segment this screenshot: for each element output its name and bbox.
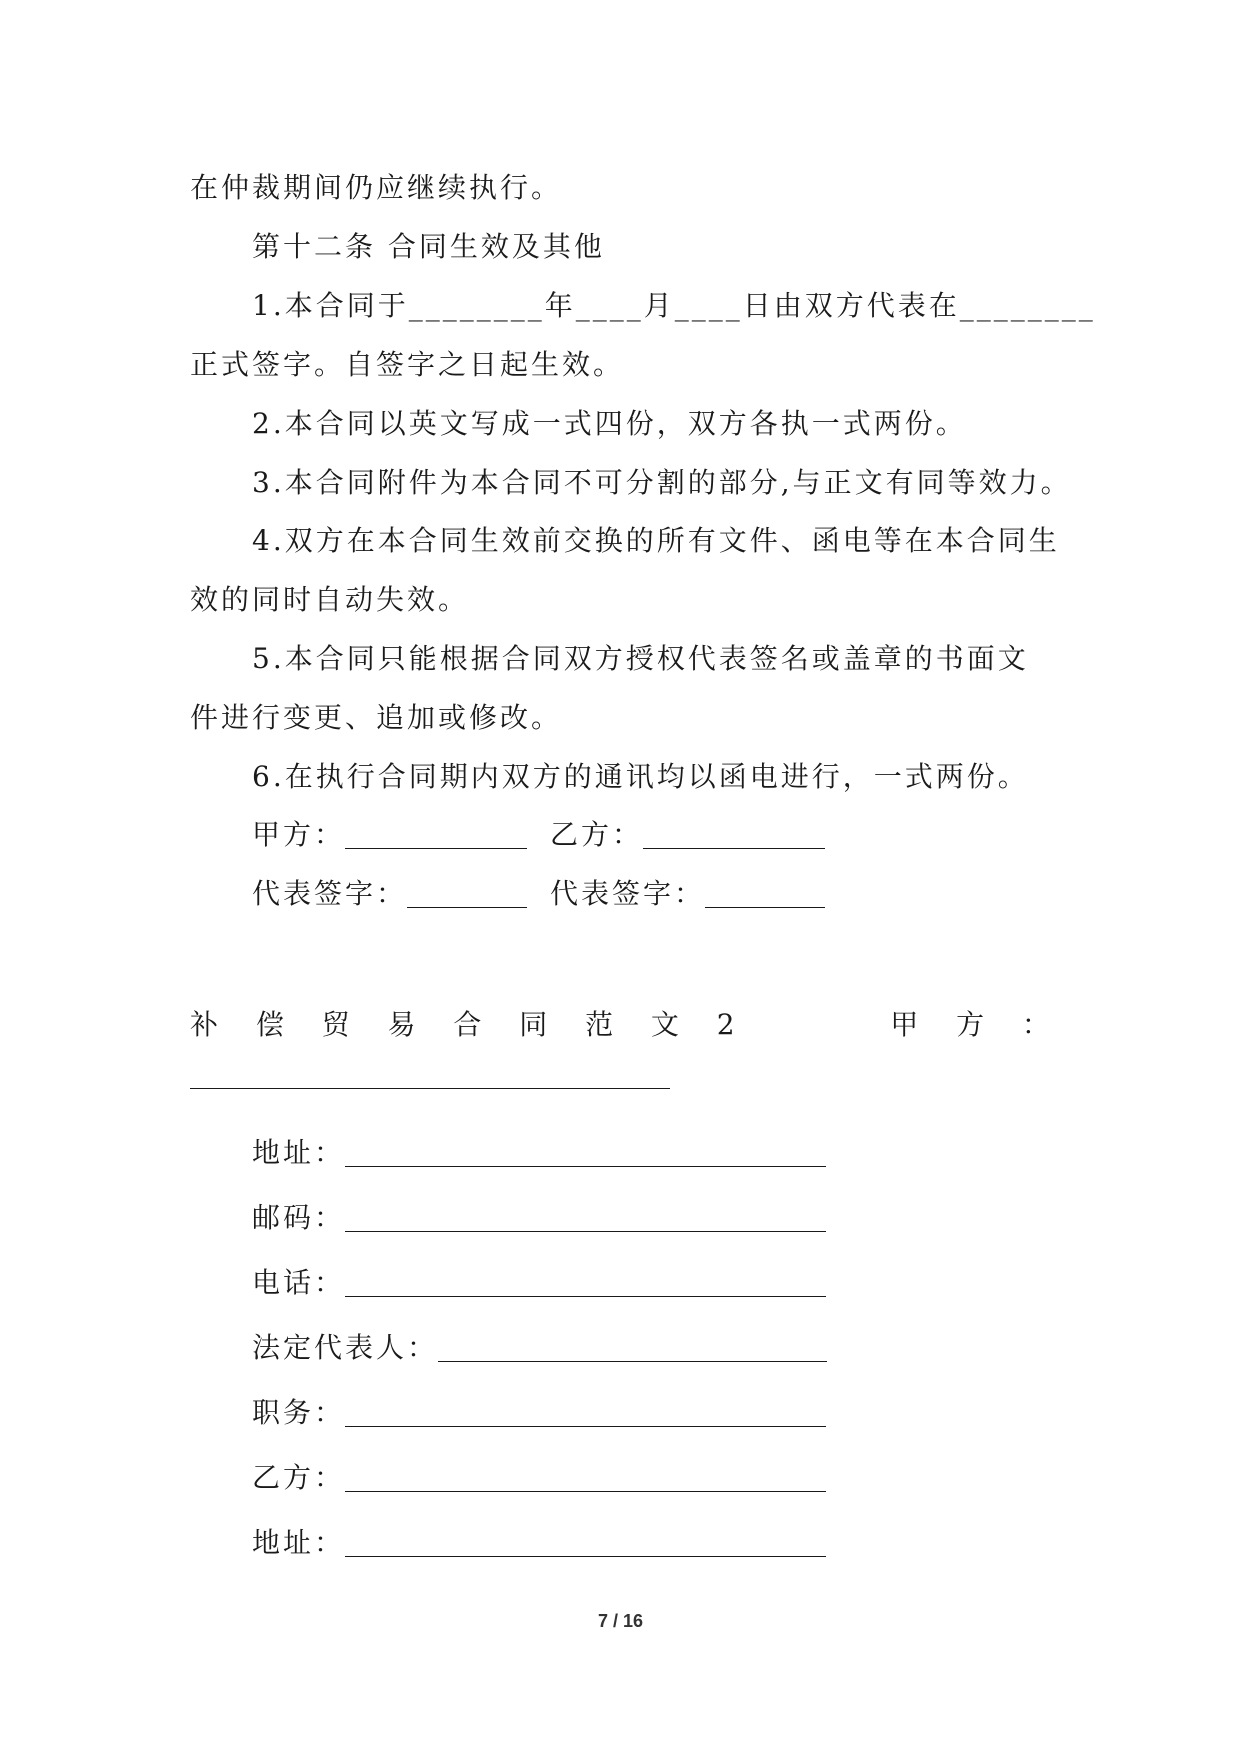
legal-rep-blank <box>438 1333 827 1362</box>
position-field <box>252 1393 826 1433</box>
heading-char: 2 <box>716 1008 735 1041</box>
clause-4-line-1: 4.双方在本合同生效前交换的所有文件、函电等在本合同生 <box>252 524 1060 557</box>
rep-b-label: 代表签字： <box>550 877 706 910</box>
party-a-signature-row <box>252 815 527 855</box>
address-blank <box>345 1138 826 1167</box>
legal-rep-label: 法定代表人： <box>252 1331 439 1364</box>
party-b-blank <box>643 820 825 849</box>
legal-rep-field <box>252 1328 827 1368</box>
phone-label: 电话： <box>252 1266 346 1299</box>
paragraph-continuation: 在仲裁期间仍应继续执行。 <box>190 171 563 204</box>
address2-label: 地址： <box>252 1526 346 1559</box>
rep-b-blank <box>705 879 825 908</box>
heading-char: ： <box>1021 1008 1050 1041</box>
heading-char: 贸 <box>321 1008 350 1041</box>
heading-char: 易 <box>387 1008 416 1041</box>
page-number: 7 / 16 <box>597 1611 644 1631</box>
position-blank <box>345 1398 826 1427</box>
address2-blank <box>345 1528 826 1557</box>
address-field <box>252 1133 826 1173</box>
heading-char: 同 <box>519 1008 548 1041</box>
heading-spacer <box>772 1005 852 1045</box>
clause-3: 3.本合同附件为本合同不可分割的部分,与正文有同等效力。 <box>252 466 1072 499</box>
sample-heading-2 <box>190 1005 1050 1045</box>
rep-a-blank <box>407 879 527 908</box>
clause-4-line-2: 效的同时自动失效。 <box>190 583 470 616</box>
party-b-signature-row <box>550 815 825 855</box>
heading-char: 合 <box>453 1008 482 1041</box>
heading-char: 补 <box>190 1008 219 1041</box>
party-a-label: 甲方： <box>252 818 346 851</box>
rep-a-label: 代表签字： <box>252 877 408 910</box>
postcode-field <box>252 1198 826 1238</box>
article-heading: 第十二条 合同生效及其他 <box>252 230 605 263</box>
address2-field <box>252 1523 826 1563</box>
rep-b-signature-row <box>550 874 825 914</box>
clause-5-line-2: 件进行变更、追加或修改。 <box>190 701 563 734</box>
rep-a-signature-row <box>252 874 527 914</box>
heading-char: 文 <box>650 1008 679 1041</box>
postcode-label: 邮码： <box>252 1201 346 1234</box>
postcode-blank <box>345 1203 826 1232</box>
heading-char: 范 <box>585 1008 614 1041</box>
phone-field <box>252 1263 826 1303</box>
clause-2: 2.本合同以英文写成一式四份，双方各执一式两份。 <box>252 407 967 440</box>
phone-blank <box>345 1268 826 1297</box>
heading-char: 方 <box>956 1008 985 1041</box>
party-a-blank <box>345 820 527 849</box>
clause-6: 6.在执行合同期内双方的通讯均以函电进行，一式两份。 <box>252 760 1029 793</box>
party-a-name-blank <box>190 1088 670 1089</box>
party-b-field-label: 乙方： <box>252 1461 346 1494</box>
clause-5-line-1: 5.本合同只能根据合同双方授权代表签名或盖章的书面文 <box>252 642 1029 675</box>
heading-char: 偿 <box>255 1008 284 1041</box>
address-label: 地址： <box>252 1136 346 1169</box>
heading-char: 甲 <box>890 1008 919 1041</box>
position-label: 职务： <box>252 1396 346 1429</box>
clause-1-line-2: 正式签字。自签字之日起生效。 <box>190 348 625 381</box>
clause-1-line-1: 1.本合同于________年____月____日由双方代表在________ <box>252 289 1096 322</box>
party-b-field <box>252 1458 826 1498</box>
party-b-label: 乙方： <box>550 818 644 851</box>
party-b-name-blank <box>345 1463 826 1492</box>
